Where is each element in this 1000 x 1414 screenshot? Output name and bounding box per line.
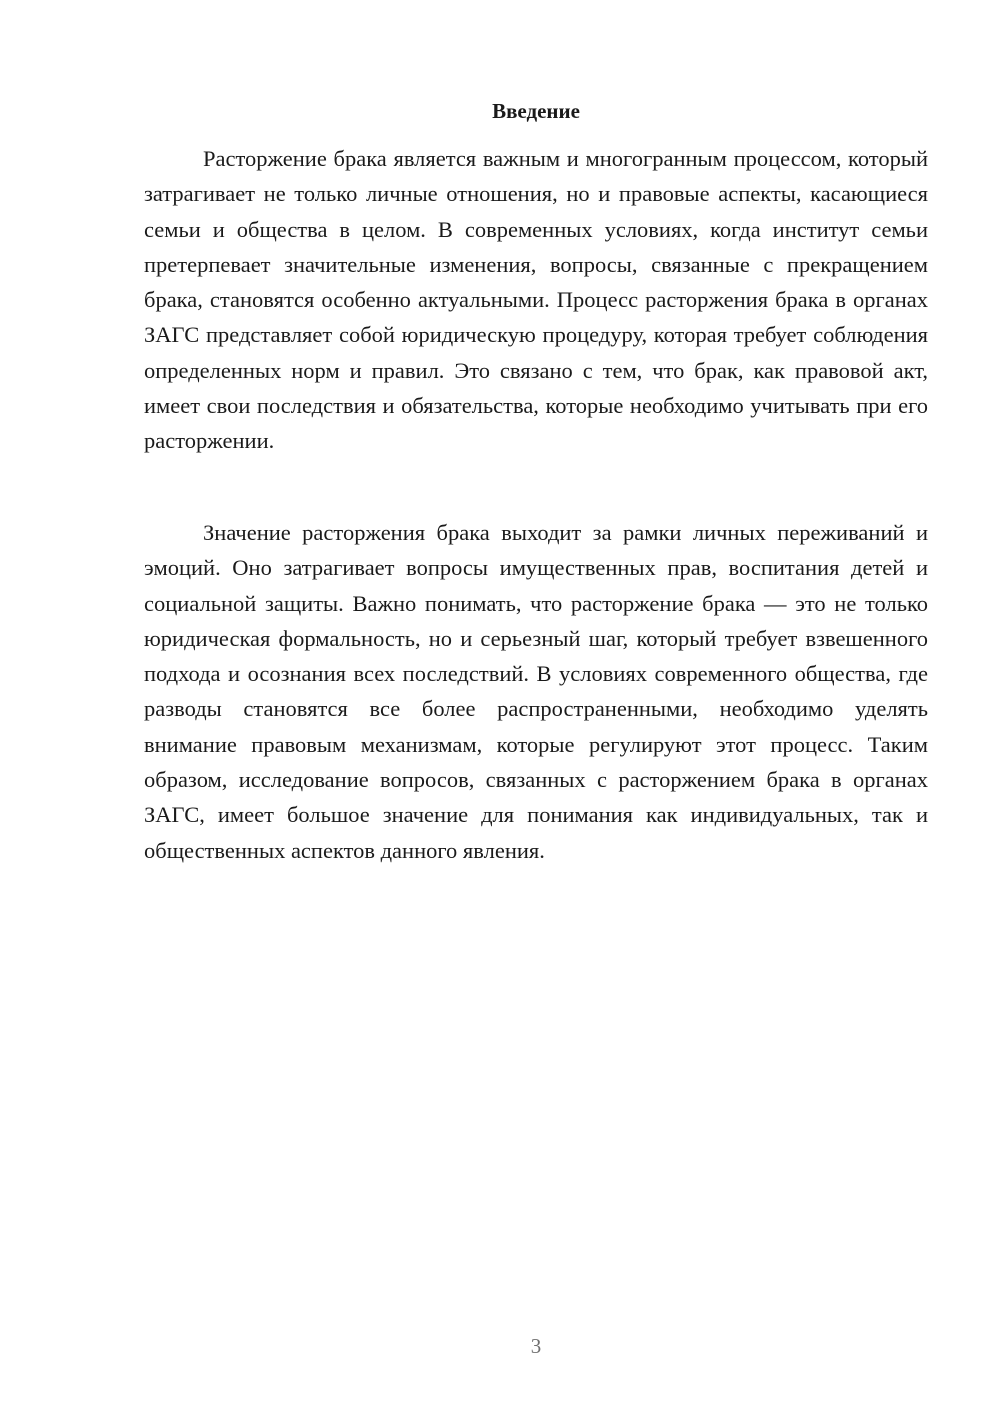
section-heading: Введение bbox=[492, 99, 580, 123]
paragraph-text: Расторжение брака является важным и многогранным процессом, который затрагивает не только личные отношения, но и правовые аспекты, касающиеся семьи и общества в целом. В современных условиях, когда институт семьи претерпевает значительные изменения, вопросы, связанные с прекращением брака, становятся особенно актуальными. Процесс расторжения брака в органах ЗАГС представляет собой юридическую процедуру, которая требует соблюдения определенных норм и правил. Это связано с тем, что брак, как правовой акт, имеет свои последствия и обязательства, которые необходимо учитывать при его расторжении. bbox=[144, 146, 928, 454]
paragraph-1 bbox=[144, 141, 928, 459]
paragraph-text: Значение расторжения брака выходит за рамки личных переживаний и эмоций. Оно затрагивает вопросы имущественных прав, воспитания детей и социальной защиты. Важно понимать, что расторжение брака — это не только юридическая формальность, но и серьезный шаг, который требует взвешенного подхода и осознания всех последствий. В условиях современного общества, где разводы становятся все более распространенными, необходимо уделять внимание правовым механизмам, которые регулируют этот процесс. Таким образом, исследование вопросов, связанных с расторжением брака в органах ЗАГС, имеет большое значение для понимания как индивидуальных, так и общественных аспектов данного явления. bbox=[144, 520, 928, 863]
page-number: 3 bbox=[530, 1334, 542, 1358]
paragraph-2 bbox=[144, 515, 928, 868]
